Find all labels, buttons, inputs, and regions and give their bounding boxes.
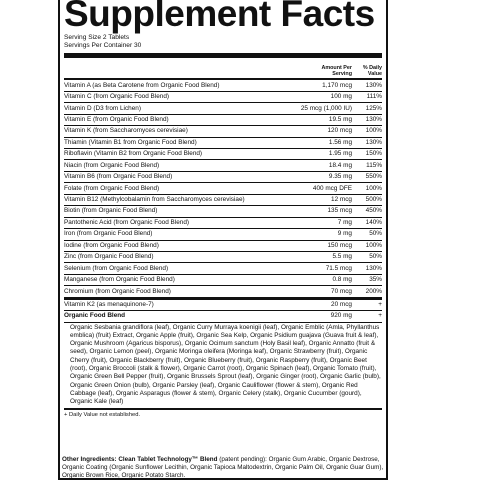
nutrient-amount: 12 mcg (331, 196, 352, 203)
nutrient-row (64, 252, 382, 263)
nutrient-dv: 130% (365, 264, 382, 272)
nutrient-dv: 50% (369, 253, 382, 261)
nutrient-dv: 550% (365, 173, 382, 181)
nutrient-name: Folate (from Organic Food Blend) (64, 184, 160, 192)
nutrient-dv: 130% (365, 138, 382, 146)
other-ingredients-text: (patent pending): Organic Gum Arabic, Organic Dextrose, Organic Coating (Organic Sunflower Lecithin, Organic Tapioca Maltodextrin, Organic Palm Oil, Organic Guar Gum), Organic Brown Rice, Organic Potato Starch. (62, 456, 384, 480)
nutrient-table (64, 80, 382, 297)
nutrient-amount: 135 mcg (327, 207, 352, 215)
nutrient-dv: 115% (366, 161, 382, 169)
nutrient-amount: 150 mcg (327, 241, 352, 249)
nutrient-amount: 1,170 mcg (322, 81, 352, 89)
nutrient-amount: 19.5 mg (328, 115, 352, 123)
nutrient-amount: 71.5 mcg (325, 264, 352, 272)
nutrient-dv: 125% (365, 104, 382, 112)
nutrient-dv: 130% (365, 81, 382, 89)
nutrient-name: Vitamin B6 (from Organic Food Blend) (64, 173, 173, 181)
nutrient-amount: 120 mcg (327, 127, 352, 135)
other-ingredients-label: Other Ingredients: Clean Tablet Technology™ Blend (62, 456, 218, 463)
nutrient-row (64, 229, 382, 240)
nutrient-amount: 70 mcg (331, 287, 352, 295)
nutrient-amount: 1.95 mg (328, 150, 352, 158)
nutrient-dv: 150% (365, 150, 382, 158)
nutrient-dv: 100% (365, 127, 382, 135)
nutrient-dv: 100% (365, 241, 382, 249)
nutrient-row (64, 115, 382, 126)
nutrient-amount: 25 mcg (1,000 IU) (300, 104, 352, 112)
nutrient-name: Vitamin K2 (as menaquinone-7) (64, 300, 154, 308)
nutrient-dv: 35% (369, 276, 382, 284)
nutrient-name: Zinc (from Organic Food Blend) (64, 253, 154, 261)
nutrient-amount: 5.5 mg (332, 253, 352, 261)
nutrient-amount: 1.56 mg (328, 138, 352, 146)
nutrient-amount: 920 mg (330, 312, 352, 320)
other-ingredients (62, 456, 388, 481)
nutrient-row (64, 218, 382, 229)
nutrient-name: Chromium (from Organic Food Blend) (64, 287, 171, 295)
nutrient-amount: 7 mg (337, 218, 352, 226)
nutrient-amount: 0.8 mg (332, 276, 352, 284)
supplement-facts-panel (58, 0, 388, 480)
nutrient-dv: 111% (366, 93, 382, 101)
amount-header: Amount Per Serving (321, 65, 352, 78)
nutrient-row (64, 195, 382, 206)
nutrient-name: Selenium (from Organic Food Blend) (64, 264, 169, 272)
servings-per-container: Servings Per Container 30 (64, 42, 142, 50)
nutrient-row (64, 126, 382, 137)
nutrient-row (64, 149, 382, 160)
nutrient-name: Iron (from Organic Food Blend) (64, 230, 153, 238)
nutrient-row (64, 103, 382, 114)
nutrient-name: Biotin (from Organic Food Blend) (64, 207, 158, 215)
nutrient-dv: 200% (365, 287, 382, 295)
nutrient-row (64, 80, 382, 91)
nutrient-name: Vitamin K (from Saccharomyces cerevisiae) (64, 127, 188, 135)
nutrient-dv: 130% (365, 115, 382, 123)
nutrient-amount: 100 mg (330, 93, 352, 101)
nutrient-dv: 140% (365, 218, 382, 226)
nutrient-name: Thiamin (Vitamin B1 from Organic Food Blend) (64, 138, 197, 146)
nutrient-name: Vitamin A (as Beta Carotene from Organic Food Blend) (64, 81, 220, 89)
nutrient-dv: + (378, 300, 382, 308)
nutrient-amount: 400 mcg DFE (312, 184, 352, 192)
nutrient-dv: 50% (369, 230, 382, 238)
nutrient-dv: 100% (365, 184, 382, 192)
nutrient-dv: 500% (365, 196, 382, 203)
nutrient-row (64, 172, 382, 183)
nutrient-row (64, 300, 382, 311)
nutrient-name: Vitamin D (D3 from Lichen) (64, 104, 141, 112)
nutrient-name: Vitamin C (from Organic Food Blend) (64, 93, 170, 101)
nutrient-name: Vitamin B12 (Methylcobalamin from Saccharomyces cerevisiae) (64, 196, 245, 203)
panel-title: Supplement Facts (64, 0, 375, 34)
nutrient-dv: + (378, 312, 382, 320)
nutrient-row (64, 183, 382, 194)
blend-ingredients: Organic Sesbania grandiflora (leaf), Organic Curry Murraya koenigii (leaf), Organic Emblic (Amla, Phyllanthus emblica) (fruit) Extract, Organic Apple (fruit), Organic Sea Kelp, Organic Psidium guajava (Guava fruit & leaf), Organic Mushroom (Agaricus bisporus), Organic Ocimum sanctum (Holy Basil leaf), Organic Annatto (fruit & seed), Organic Lemon (peel), Organic Moringa oleifera (Moringa leaf), Organic Strawberry (fruit), Organic Cherry (fruit), Organic Blackberry (fruit), Organic Blueberry (fruit), Organic Raspberry (fruit), Organic Beet (root), Organic Broccoli (stalk & flower), Organic Carrot (root), Organic Spinach (leaf), Organic Tomato (fruit), Organic Green Bell Pepper (fruit), Organic Brussels Sprout (leaf), Organic Ginger (root), Organic Garlic (bulb), Organic Green Onion (bulb), Organic Parsley (leaf), Organic Cauliflower (flower & stem), Organic Red Cabbage (leaf), Organic Asparagus (flower & stem), Organic Celery (stalk), Organic Cucumber (gourd), Organic Kale (leaf) (64, 323, 382, 410)
column-header (64, 58, 382, 80)
nutrient-amount: 9 mg (337, 230, 352, 238)
nutrient-name: Manganese (from Organic Food Blend) (64, 276, 175, 284)
extra-table (64, 300, 382, 323)
nutrient-dv: 450% (365, 207, 382, 215)
nutrient-name: Riboflavin (Vitamin B2 from Organic Food Blend) (64, 150, 203, 158)
nutrient-row (64, 286, 382, 297)
serving-size: Serving Size 2 Tablets (64, 34, 130, 41)
nutrient-name: Pantothenic Acid (from Organic Food Blend) (64, 218, 190, 226)
daily-value-note: + Daily Value not established. (64, 411, 141, 418)
nutrient-name: Vitamin E (from Organic Food Blend) (64, 115, 169, 123)
nutrient-row (64, 160, 382, 171)
nutrient-amount: 20 mcg (331, 300, 352, 308)
nutrient-row (64, 263, 382, 274)
daily-value-header: % Daily Value (362, 65, 382, 78)
nutrient-name: Niacin (from Organic Food Blend) (64, 161, 160, 169)
nutrient-name: Organic Food Blend (64, 312, 126, 320)
nutrient-amount: 18.4 mg (328, 161, 352, 169)
nutrient-amount: 9.35 mg (328, 173, 352, 181)
nutrient-row (64, 138, 382, 149)
nutrient-name: Iodine (from Organic Food Blend) (64, 241, 159, 249)
nutrient-row (64, 241, 382, 252)
nutrient-row (64, 206, 382, 217)
nutrient-row (64, 311, 382, 322)
nutrient-row (64, 275, 382, 286)
nutrient-row (64, 92, 382, 103)
